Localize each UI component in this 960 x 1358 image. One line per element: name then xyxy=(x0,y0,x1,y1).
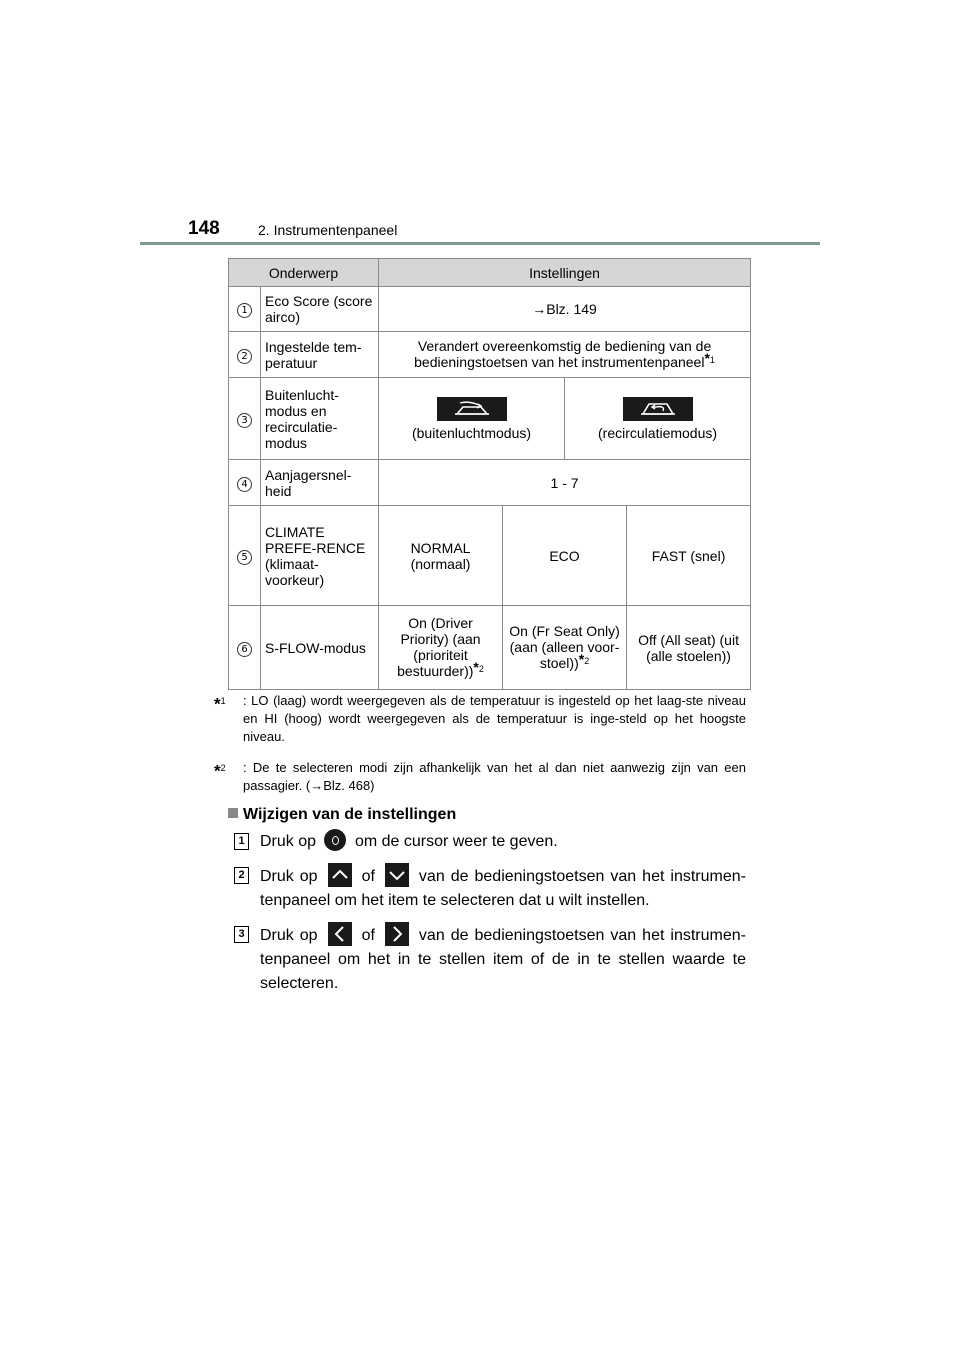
option-label: (recirculatiemodus) xyxy=(598,424,718,441)
circled-number: 5 xyxy=(237,550,252,565)
row-subject: Eco Score (score airco) xyxy=(261,287,379,332)
circled-number: 4 xyxy=(237,477,252,492)
option-outside-air xyxy=(379,378,565,460)
option-eco: ECO xyxy=(503,506,627,606)
display-button-icon xyxy=(324,829,346,851)
chevron-up-icon xyxy=(328,863,352,887)
section-title: 2. Instrumentenpaneel xyxy=(258,222,398,238)
row-number xyxy=(229,506,261,606)
row-subject: S-FLOW-modus xyxy=(261,606,379,690)
footnote-text: : LO (laag) wordt weergegeven als de temperatuur is ingesteld op het laag-ste niveau en HI (hoog) wordt weergegeven als de temperatuur is inge-steld op het hoogste niveau. xyxy=(243,693,746,744)
footnote-text: : De te selecteren modi zijn afhankelijk van het al dan niet aanwezig zijn van een passagier. (→Blz. 468) xyxy=(243,760,746,793)
table-row xyxy=(229,506,751,606)
col-settings-header: Instellingen xyxy=(379,259,751,287)
step-1 xyxy=(234,829,746,854)
step-text: Druk op of van de bedieningstoetsen van het instrumen-tenpaneel om het in te stellen item of de in te stellen waarde te selecteren. xyxy=(260,922,746,996)
chevron-right-icon xyxy=(385,922,409,946)
footnote-ref: *2 xyxy=(473,658,484,675)
step-number: 1 xyxy=(234,833,249,850)
footnote-mark: *$^2$ xyxy=(214,761,226,781)
footnote-2 xyxy=(214,759,746,795)
circled-number: 6 xyxy=(237,642,252,657)
row-number xyxy=(229,378,261,460)
circled-number: 2 xyxy=(237,349,252,364)
outside-air-icon xyxy=(437,397,507,421)
option-front-seat-only: On (Fr Seat Only) (aan (alleen voor-stoel))$^{*2}$ xyxy=(503,606,627,690)
footnote-1 xyxy=(214,692,746,746)
row-subject: Buitenlucht-modus en recirculatie-modus xyxy=(261,378,379,460)
option-normal: NORMAL (normaal) xyxy=(379,506,503,606)
table-row xyxy=(229,378,751,460)
row-value xyxy=(379,332,751,378)
row-value-text: Verandert overeenkomstig de bediening van de bedieningstoetsen van het instrumentenpaneel xyxy=(414,337,712,370)
circled-number: 1 xyxy=(237,303,252,318)
row-subject: Aanjagersnel-heid xyxy=(261,460,379,506)
row-value: →Blz. 149 xyxy=(379,287,751,332)
option-label: (buitenluchtmodus) xyxy=(411,424,532,441)
step-number: 2 xyxy=(234,867,249,884)
step-3 xyxy=(234,922,746,996)
header-rule xyxy=(140,242,820,245)
row-subject: CLIMATE PREFE-RENCE (klimaat-voorkeur) xyxy=(261,506,379,606)
row-number xyxy=(229,287,261,332)
square-bullet-icon xyxy=(228,808,238,818)
row-number xyxy=(229,460,261,506)
footnote-ref: *1 xyxy=(704,349,715,366)
table-row xyxy=(229,287,751,332)
page-number: 148 xyxy=(188,218,220,239)
chevron-left-icon xyxy=(328,922,352,946)
table-row xyxy=(229,606,751,690)
option-fast: FAST (snel) xyxy=(627,506,751,606)
footnote-ref: *2 xyxy=(578,650,590,667)
row-value: 1 - 7 xyxy=(379,460,751,506)
table-row xyxy=(229,460,751,506)
recirculation-icon xyxy=(623,397,693,421)
table-header-row xyxy=(229,259,751,287)
chevron-down-icon xyxy=(385,863,409,887)
page-header xyxy=(140,214,820,246)
row-number xyxy=(229,332,261,378)
step-text: Druk op om de cursor weer te geven. xyxy=(260,829,746,854)
section-heading: Wijzigen van de instellingen xyxy=(228,806,456,824)
circled-number: 3 xyxy=(237,413,252,428)
step-2 xyxy=(234,863,746,913)
option-all-seat: Off (All seat) (uit (alle stoelen)) xyxy=(627,606,751,690)
step-number: 3 xyxy=(234,926,249,943)
col-subject-header: Onderwerp xyxy=(229,259,379,287)
step-text: Druk op of van de bedieningstoetsen van het instrumen-tenpaneel om het item te selecteren dat u wilt instellen. xyxy=(260,863,746,913)
settings-table xyxy=(228,258,751,690)
footnote-mark: *$^1$ xyxy=(214,694,226,714)
option-recirculation xyxy=(565,378,751,460)
row-subject: Ingestelde tem-peratuur xyxy=(261,332,379,378)
option-driver-priority: On (Driver Priority) (aan (prioriteit bestuurder))$^{*2}$ xyxy=(379,606,503,690)
table-row xyxy=(229,332,751,378)
row-number xyxy=(229,606,261,690)
